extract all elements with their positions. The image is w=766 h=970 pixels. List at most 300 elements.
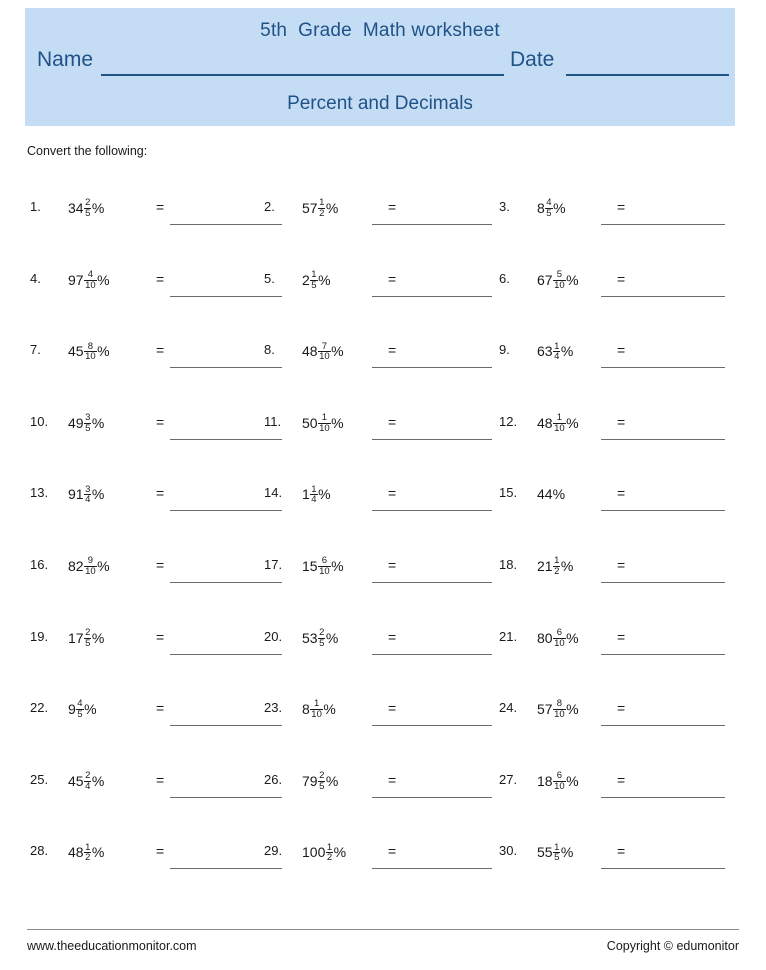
equals-sign: = — [388, 270, 397, 287]
problem-number: 13. — [30, 485, 49, 501]
problem-expression — [537, 194, 566, 222]
answer-blank[interactable] — [372, 296, 492, 297]
fraction — [84, 270, 97, 290]
percent-sign: % — [91, 486, 105, 503]
equals-sign: = — [156, 700, 165, 717]
problem-row — [0, 193, 766, 265]
answer-blank[interactable] — [601, 367, 725, 368]
percent-sign: % — [560, 844, 574, 861]
problem-expression — [537, 552, 573, 580]
answer-blank[interactable] — [601, 868, 725, 869]
fraction-numerator: 1 — [554, 555, 560, 567]
equals-sign: = — [156, 843, 165, 860]
problem-item — [499, 408, 739, 454]
fraction-denominator: 5 — [85, 637, 91, 649]
fraction-denominator: 2 — [85, 852, 91, 864]
date-label: Date — [510, 48, 555, 71]
problem-expression — [302, 409, 344, 437]
equals-sign: = — [388, 556, 397, 573]
percent-sign: % — [566, 629, 579, 646]
problem-item — [30, 265, 265, 311]
fraction-numerator: 7 — [321, 340, 328, 352]
fraction-denominator: 5 — [85, 208, 91, 219]
fraction — [84, 771, 91, 791]
problem-row — [0, 551, 766, 623]
whole-number: 48 — [302, 343, 318, 360]
problem-number: 9. — [499, 342, 510, 358]
fraction — [310, 699, 323, 719]
fraction-numerator: 1 — [554, 841, 560, 853]
whole-number: 1 — [302, 486, 310, 503]
fraction-numerator: 5 — [556, 268, 563, 280]
problem-expression — [302, 624, 338, 652]
percent-sign: % — [331, 343, 344, 360]
fraction-denominator: 5 — [77, 709, 83, 721]
problem-item — [264, 408, 499, 454]
equals-sign: = — [156, 556, 165, 573]
footer-divider — [27, 929, 739, 930]
percent-sign: % — [91, 414, 105, 431]
fraction-denominator: 10 — [319, 565, 330, 577]
problem-item — [30, 193, 265, 239]
instruction-text: Convert the following: — [27, 144, 148, 158]
problem-expression — [68, 337, 110, 365]
problem-number: 16. — [30, 556, 49, 572]
answer-blank[interactable] — [372, 224, 492, 225]
percent-sign: % — [331, 414, 344, 431]
equals-sign: = — [617, 628, 626, 645]
problem-number: 6. — [499, 270, 510, 286]
problem-row — [0, 336, 766, 408]
problem-expression — [302, 767, 338, 795]
percent-sign: % — [318, 486, 331, 503]
fraction-denominator: 5 — [319, 780, 325, 792]
answer-blank[interactable] — [372, 510, 492, 511]
problem-row — [0, 623, 766, 695]
answer-blank[interactable] — [601, 797, 725, 798]
percent-sign: % — [560, 557, 574, 574]
answer-blank[interactable] — [372, 797, 492, 798]
problem-row — [0, 265, 766, 337]
fraction-denominator: 4 — [311, 494, 317, 506]
problem-item — [264, 623, 499, 669]
equals-sign: = — [156, 628, 165, 645]
problem-number: 25. — [30, 771, 49, 787]
problem-row — [0, 766, 766, 838]
problem-expression — [537, 767, 579, 795]
problem-number: 5. — [264, 270, 275, 286]
fraction — [318, 342, 331, 362]
percent-sign: % — [323, 701, 336, 718]
fraction — [84, 485, 91, 505]
percent-sign: % — [84, 701, 97, 718]
problem-expression — [537, 624, 579, 652]
answer-blank[interactable] — [601, 296, 725, 297]
problem-number: 29. — [264, 843, 283, 859]
percent-sign: % — [331, 557, 344, 574]
equals-sign: = — [388, 771, 397, 788]
whole-number: 45 — [68, 772, 84, 789]
problem-number: 12. — [499, 413, 518, 429]
problem-item — [264, 694, 499, 740]
percent-sign: % — [566, 701, 579, 718]
fraction-denominator: 2 — [554, 565, 560, 577]
problem-expression — [537, 337, 573, 365]
footer-copyright: Copyright © edumonitor — [606, 939, 739, 953]
whole-number: 48 — [68, 844, 84, 861]
problem-number: 20. — [264, 628, 283, 644]
answer-blank[interactable] — [372, 582, 492, 583]
fraction — [553, 843, 560, 863]
problem-expression — [537, 838, 573, 866]
problem-number: 27. — [499, 771, 518, 787]
problem-item — [30, 479, 265, 525]
percent-sign: % — [97, 271, 110, 288]
fraction-numerator: 4 — [87, 268, 94, 280]
whole-number: 8 — [302, 701, 310, 718]
fraction-numerator: 3 — [85, 412, 91, 424]
problem-item — [499, 551, 739, 597]
fraction-numerator: 1 — [556, 412, 563, 424]
fraction-numerator: 1 — [321, 412, 328, 424]
percent-sign: % — [91, 844, 105, 861]
whole-number: 17 — [68, 629, 84, 646]
answer-blank[interactable] — [601, 510, 725, 511]
equals-sign: = — [156, 342, 165, 359]
problem-expression — [68, 624, 104, 652]
problem-expression — [537, 409, 579, 437]
fraction-numerator: 2 — [85, 626, 91, 638]
fraction-numerator: 2 — [319, 626, 325, 638]
problem-expression — [68, 767, 104, 795]
whole-number: 53 — [302, 629, 318, 646]
percent-sign: % — [318, 271, 331, 288]
fraction-numerator: 2 — [85, 197, 91, 209]
fraction-denominator: 10 — [85, 279, 96, 291]
fraction — [553, 699, 566, 719]
problem-number: 8. — [264, 342, 275, 358]
fraction-denominator: 5 — [554, 852, 560, 864]
fraction-denominator: 5 — [319, 637, 325, 649]
answer-blank[interactable] — [601, 439, 725, 440]
problem-expression — [68, 552, 110, 580]
fraction-numerator: 1 — [554, 340, 560, 352]
problem-item — [499, 766, 739, 812]
answer-blank[interactable] — [372, 439, 492, 440]
fraction-numerator: 8 — [87, 340, 94, 352]
equals-sign: = — [156, 413, 165, 430]
fraction-denominator: 10 — [319, 351, 330, 363]
fraction-numerator: 4 — [77, 698, 83, 710]
fraction — [553, 342, 560, 362]
whole-number: 15 — [302, 557, 318, 574]
problem-expression — [302, 337, 344, 365]
worksheet-header-panel — [25, 8, 735, 126]
answer-blank[interactable] — [601, 654, 725, 655]
problem-expression — [537, 480, 565, 508]
percent-sign: % — [552, 486, 566, 503]
problem-item — [499, 336, 739, 382]
problem-number: 10. — [30, 413, 49, 429]
fraction-denominator: 10 — [85, 565, 96, 577]
equals-sign: = — [388, 413, 397, 430]
equals-sign: = — [156, 270, 165, 287]
problem-expression — [68, 409, 104, 437]
fraction-numerator: 6 — [556, 626, 563, 638]
fraction-denominator: 4 — [85, 780, 91, 792]
percent-sign: % — [553, 200, 566, 216]
fraction-denominator: 10 — [319, 422, 330, 434]
problem-expression — [68, 838, 104, 866]
equals-sign: = — [617, 771, 626, 788]
name-label: Name — [37, 48, 94, 71]
whole-number: 21 — [537, 557, 553, 574]
fraction-numerator: 2 — [319, 770, 325, 782]
footer-website: www.theeducationmonitor.com — [27, 939, 197, 953]
problem-item — [264, 265, 499, 311]
equals-sign: = — [388, 199, 397, 215]
equals-sign: = — [388, 843, 397, 860]
problem-expression — [302, 552, 344, 580]
problem-number: 17. — [264, 556, 283, 572]
percent-sign: % — [91, 629, 105, 646]
percent-sign: % — [560, 343, 574, 360]
fraction-denominator: 10 — [311, 709, 322, 721]
fraction-numerator: 1 — [326, 841, 333, 853]
fraction — [545, 198, 552, 218]
answer-blank[interactable] — [372, 868, 492, 869]
problem-number: 1. — [30, 199, 41, 214]
equals-sign: = — [388, 485, 397, 502]
problem-number: 15. — [499, 485, 518, 501]
problem-row — [0, 694, 766, 766]
percent-sign: % — [566, 414, 579, 431]
equals-sign: = — [156, 485, 165, 502]
answer-blank[interactable] — [372, 654, 492, 655]
percent-sign: % — [97, 343, 110, 360]
fraction-numerator: 1 — [319, 197, 325, 209]
problem-item — [264, 551, 499, 597]
equals-sign: = — [617, 199, 626, 215]
whole-number: 97 — [68, 271, 84, 288]
problem-number: 7. — [30, 342, 41, 358]
problem-item — [499, 479, 739, 525]
percent-sign: % — [91, 772, 105, 789]
percent-sign: % — [566, 772, 579, 789]
percent-sign: % — [325, 200, 339, 216]
equals-sign: = — [617, 342, 626, 359]
whole-number: 100 — [302, 844, 326, 861]
problem-expression — [68, 266, 110, 294]
problem-number: 19. — [30, 628, 49, 644]
percent-sign: % — [566, 271, 579, 288]
fraction — [326, 843, 333, 863]
whole-number: 44 — [537, 486, 553, 503]
fraction — [76, 699, 83, 719]
problem-item — [264, 766, 499, 812]
equals-sign: = — [617, 843, 626, 860]
problem-number: 2. — [264, 199, 275, 214]
problem-number: 18. — [499, 556, 518, 572]
fraction-denominator: 10 — [554, 279, 565, 291]
equals-sign: = — [156, 771, 165, 788]
problem-expression — [68, 695, 97, 723]
problem-number: 22. — [30, 700, 49, 716]
fraction-numerator: 3 — [85, 483, 91, 495]
whole-number: 18 — [537, 772, 553, 789]
problem-expression — [537, 695, 579, 723]
worksheet-subject-title: Percent and Decimals — [287, 93, 473, 114]
problem-expression — [68, 480, 104, 508]
equals-sign: = — [156, 199, 165, 215]
problem-expression — [537, 266, 579, 294]
problem-expression — [302, 480, 331, 508]
problem-item — [30, 837, 265, 883]
fraction-numerator: 6 — [321, 555, 328, 567]
fraction-numerator: 1 — [311, 268, 317, 280]
problem-number: 14. — [264, 485, 283, 501]
fraction — [553, 270, 566, 290]
whole-number: 50 — [302, 414, 318, 431]
problem-item — [264, 837, 499, 883]
fraction-denominator: 5 — [546, 208, 552, 219]
whole-number: 2 — [302, 271, 310, 288]
fraction — [318, 413, 331, 433]
percent-sign: % — [333, 844, 347, 861]
problem-number: 3. — [499, 199, 510, 214]
problem-expression — [68, 194, 104, 222]
worksheet-title: 5th Grade Math worksheet — [260, 20, 500, 41]
problem-item — [499, 694, 739, 740]
fraction — [84, 198, 91, 218]
fraction-numerator: 9 — [87, 555, 94, 567]
fraction — [318, 771, 325, 791]
equals-sign: = — [388, 700, 397, 717]
fraction-denominator: 2 — [326, 852, 333, 864]
answer-blank[interactable] — [372, 367, 492, 368]
fraction-denominator: 10 — [554, 780, 565, 792]
fraction-numerator: 1 — [85, 841, 91, 853]
date-input-line[interactable] — [566, 74, 729, 76]
fraction-numerator: 6 — [556, 770, 563, 782]
problem-item — [499, 265, 739, 311]
fraction — [318, 628, 325, 648]
problem-number: 28. — [30, 843, 49, 859]
fraction — [84, 843, 91, 863]
problem-number: 23. — [264, 700, 283, 716]
problem-number: 21. — [499, 628, 518, 644]
fraction-numerator: 1 — [311, 483, 317, 495]
answer-blank[interactable] — [601, 224, 725, 225]
whole-number: 55 — [537, 844, 553, 861]
problem-number: 24. — [499, 700, 518, 716]
problem-expression — [302, 266, 331, 294]
problem-item — [264, 193, 499, 239]
percent-sign: % — [91, 200, 105, 216]
fraction-denominator: 10 — [85, 351, 96, 363]
whole-number: 49 — [68, 414, 84, 431]
fraction — [553, 771, 566, 791]
fraction — [84, 413, 91, 433]
fraction — [553, 628, 566, 648]
equals-sign: = — [617, 413, 626, 430]
fraction-denominator: 5 — [85, 422, 91, 434]
fraction-denominator: 10 — [554, 422, 565, 434]
fraction — [318, 198, 325, 218]
equals-sign: = — [388, 342, 397, 359]
equals-sign: = — [388, 628, 397, 645]
fraction-numerator: 4 — [546, 197, 552, 209]
problem-item — [499, 837, 739, 883]
equals-sign: = — [617, 270, 626, 287]
fraction-denominator: 4 — [85, 494, 91, 506]
percent-sign: % — [325, 772, 339, 789]
problem-expression — [302, 695, 336, 723]
problem-number: 11. — [264, 413, 282, 429]
fraction-numerator: 1 — [313, 698, 320, 710]
percent-sign: % — [97, 557, 110, 574]
equals-sign: = — [617, 485, 626, 502]
whole-number: 63 — [537, 343, 553, 360]
fraction-denominator: 4 — [554, 351, 560, 363]
problem-row — [0, 408, 766, 480]
problem-item — [264, 479, 499, 525]
problem-expression — [302, 838, 346, 866]
answer-blank[interactable] — [372, 725, 492, 726]
name-date-row — [37, 48, 729, 78]
problem-grid — [0, 193, 766, 909]
equals-sign: = — [617, 556, 626, 573]
problem-item — [30, 551, 265, 597]
fraction — [84, 556, 97, 576]
whole-number: 57 — [537, 701, 553, 718]
fraction-denominator: 2 — [319, 208, 325, 219]
equals-sign: = — [617, 700, 626, 717]
problem-number: 30. — [499, 843, 518, 859]
fraction — [310, 485, 317, 505]
fraction — [553, 556, 560, 576]
answer-blank[interactable] — [601, 582, 725, 583]
problem-item — [30, 408, 265, 454]
answer-blank[interactable] — [601, 725, 725, 726]
fraction-numerator: 2 — [85, 770, 91, 782]
fraction-denominator: 10 — [554, 709, 565, 721]
problem-item — [30, 766, 265, 812]
fraction-denominator: 10 — [554, 637, 565, 649]
problem-item — [30, 623, 265, 669]
name-input-line[interactable] — [101, 74, 504, 76]
whole-number: 91 — [68, 486, 84, 503]
problem-row — [0, 837, 766, 909]
whole-number: 8 — [537, 200, 545, 216]
whole-number: 9 — [68, 701, 76, 718]
fraction — [310, 270, 317, 290]
whole-number: 48 — [537, 414, 553, 431]
problem-item — [499, 623, 739, 669]
whole-number: 82 — [68, 557, 84, 574]
problem-item — [30, 694, 265, 740]
whole-number: 67 — [537, 271, 553, 288]
problem-expression — [302, 194, 338, 222]
fraction-denominator: 5 — [311, 279, 317, 291]
fraction-numerator: 8 — [556, 698, 563, 710]
problem-item — [30, 336, 265, 382]
problem-item — [264, 336, 499, 382]
fraction — [84, 342, 97, 362]
whole-number: 80 — [537, 629, 553, 646]
whole-number: 34 — [68, 200, 84, 216]
percent-sign: % — [325, 629, 339, 646]
